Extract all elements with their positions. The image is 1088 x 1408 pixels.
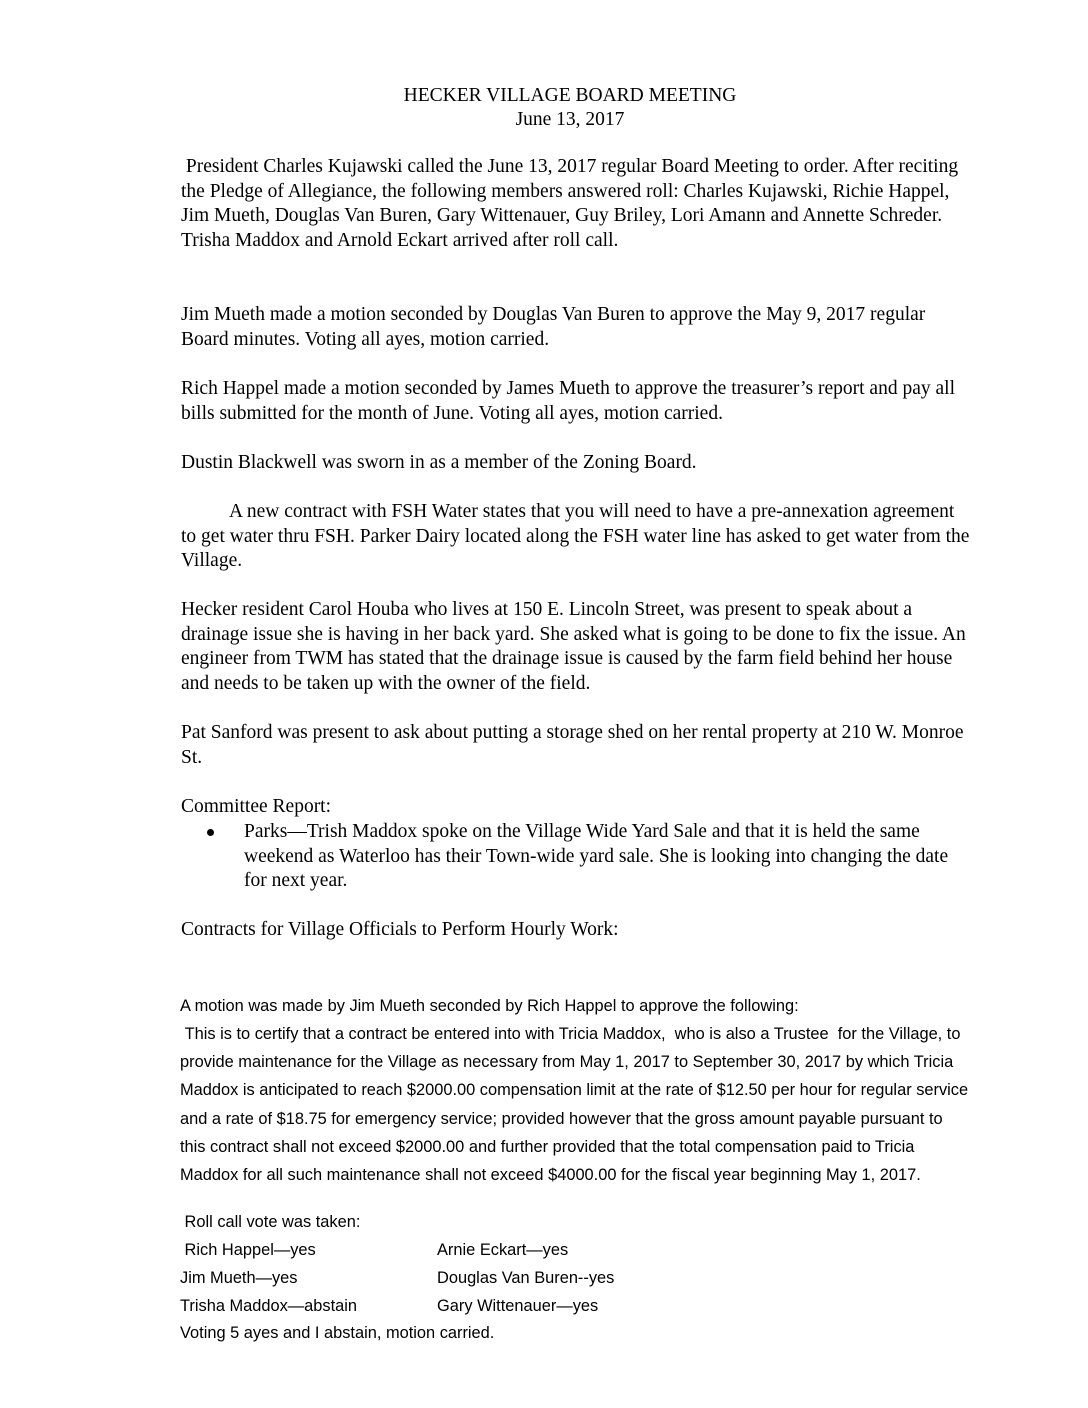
paragraph-text: President Charles Kujawski called the June 13, 2017 regular Board Meeting to order. After reciting the Pledge of Allegiance, the following members answered roll: Charles Kujawski, Richie Happel, Jim Mueth, Douglas Van Buren, Gary Wittenauer, Guy Briley, Lori Amann and Annette Schreder. Trisha Maddox and Arnold Eckart arrived after roll call. <box>181 156 963 251</box>
paragraph-text: Dustin Blackwell was sworn in as a member of the Zoning Board. <box>181 452 697 473</box>
list-item <box>181 820 971 894</box>
paragraph-text: A new contract with FSH Water states that you will need to have a pre-annexation agreement to get water thru FSH. Parker Dairy located along the FSH water line has asked to get water from the Village. <box>181 501 970 571</box>
section-heading: Committee Report: <box>181 796 332 817</box>
table-row <box>180 1264 614 1292</box>
paragraph-text: Jim Mueth made a motion seconded by Douglas Van Buren to approve the May 9, 2017 regular Board minutes. Voting all ayes, motion carried. <box>181 304 926 350</box>
paragraph-drainage <box>181 598 971 696</box>
contracts-heading <box>181 918 971 943</box>
document-title: HECKER VILLAGE BOARD MEETING <box>403 85 737 106</box>
paragraph-text: Rich Happel made a motion seconded by James Mueth to approve the treasurer’s report and pay all bills submitted for the month of June. Voting all ayes, motion carried. <box>181 378 955 424</box>
paragraph-roll-call <box>181 155 971 253</box>
roll-call-label: Roll call vote was taken: <box>180 1213 361 1231</box>
motion-body: This is to certify that a contract be entered into with Tricia Maddox, who is also a Trustee for the Village, to provide maintenance for the Village as necessary from May 1, 2017 to September 30, 2017 by which Tricia Maddox is anticipated to reach $2000.00 compensation limit at the rate of $12.50 per hour for regular service and a rate of $18.75 for emergency service; provided however that the gross amount payable pursuant to this contract shall not exceed $2000.00 and further provided that the total compensation paid to Tricia Maddox for all such maintenance shall not exceed $4000.00 for the fiscal year beginning May 1, 2017. <box>180 1025 973 1185</box>
paragraph-text: Pat Sanford was present to ask about putting a storage shed on her rental property at 210 W. Monroe St. <box>181 722 964 768</box>
vote-result: Voting 5 ayes and I abstain, motion carried. <box>180 1324 495 1342</box>
vote-cell: Arnie Eckart—yes <box>437 1241 569 1259</box>
paragraph-minutes-motion <box>181 303 971 352</box>
bullet-icon <box>207 829 214 836</box>
vote-cell: Jim Mueth—yes <box>180 1269 298 1288</box>
committee-report-list <box>181 820 971 894</box>
vote-cell: Trisha Maddox—abstain <box>180 1297 358 1316</box>
vote-cell: Rich Happel—yes <box>180 1241 316 1259</box>
document-header <box>0 84 1088 132</box>
paragraph-text: Hecker resident Carol Houba who lives at 150 E. Lincoln Street, was present to speak about a drainage issue she is having in her back yard. She asked what is going to be done to fix the issue. An engineer from TWM has stated that the drainage issue is caused by the farm field behind her house and needs to be taken up with the owner of the field. <box>181 599 966 694</box>
paragraph-storage-shed <box>181 721 971 770</box>
vote-cell: Gary Wittenauer—yes <box>437 1297 599 1316</box>
table-row <box>180 1292 614 1320</box>
motion-intro: A motion was made by Jim Mueth seconded by Rich Happel to approve the following: <box>180 997 799 1015</box>
paragraph-fsh-water <box>181 500 971 574</box>
section-heading: Contracts for Village Officials to Perform Hourly Work: <box>181 919 619 940</box>
paragraph-zoning-board <box>181 451 971 476</box>
vote-cell: Douglas Van Buren--yes <box>437 1269 615 1288</box>
roll-call-vote-table <box>180 1236 614 1321</box>
table-row <box>180 1236 614 1264</box>
list-item-text: Parks—Trish Maddox spoke on the Village Wide Yard Sale and that it is held the same weekend as Waterloo has their Town-wide yard sale. She is looking into changing the date for next year. <box>244 821 949 891</box>
meeting-date: June 13, 2017 <box>515 109 625 130</box>
committee-report-heading <box>181 795 971 820</box>
paragraph-treasurer-motion <box>181 377 971 426</box>
